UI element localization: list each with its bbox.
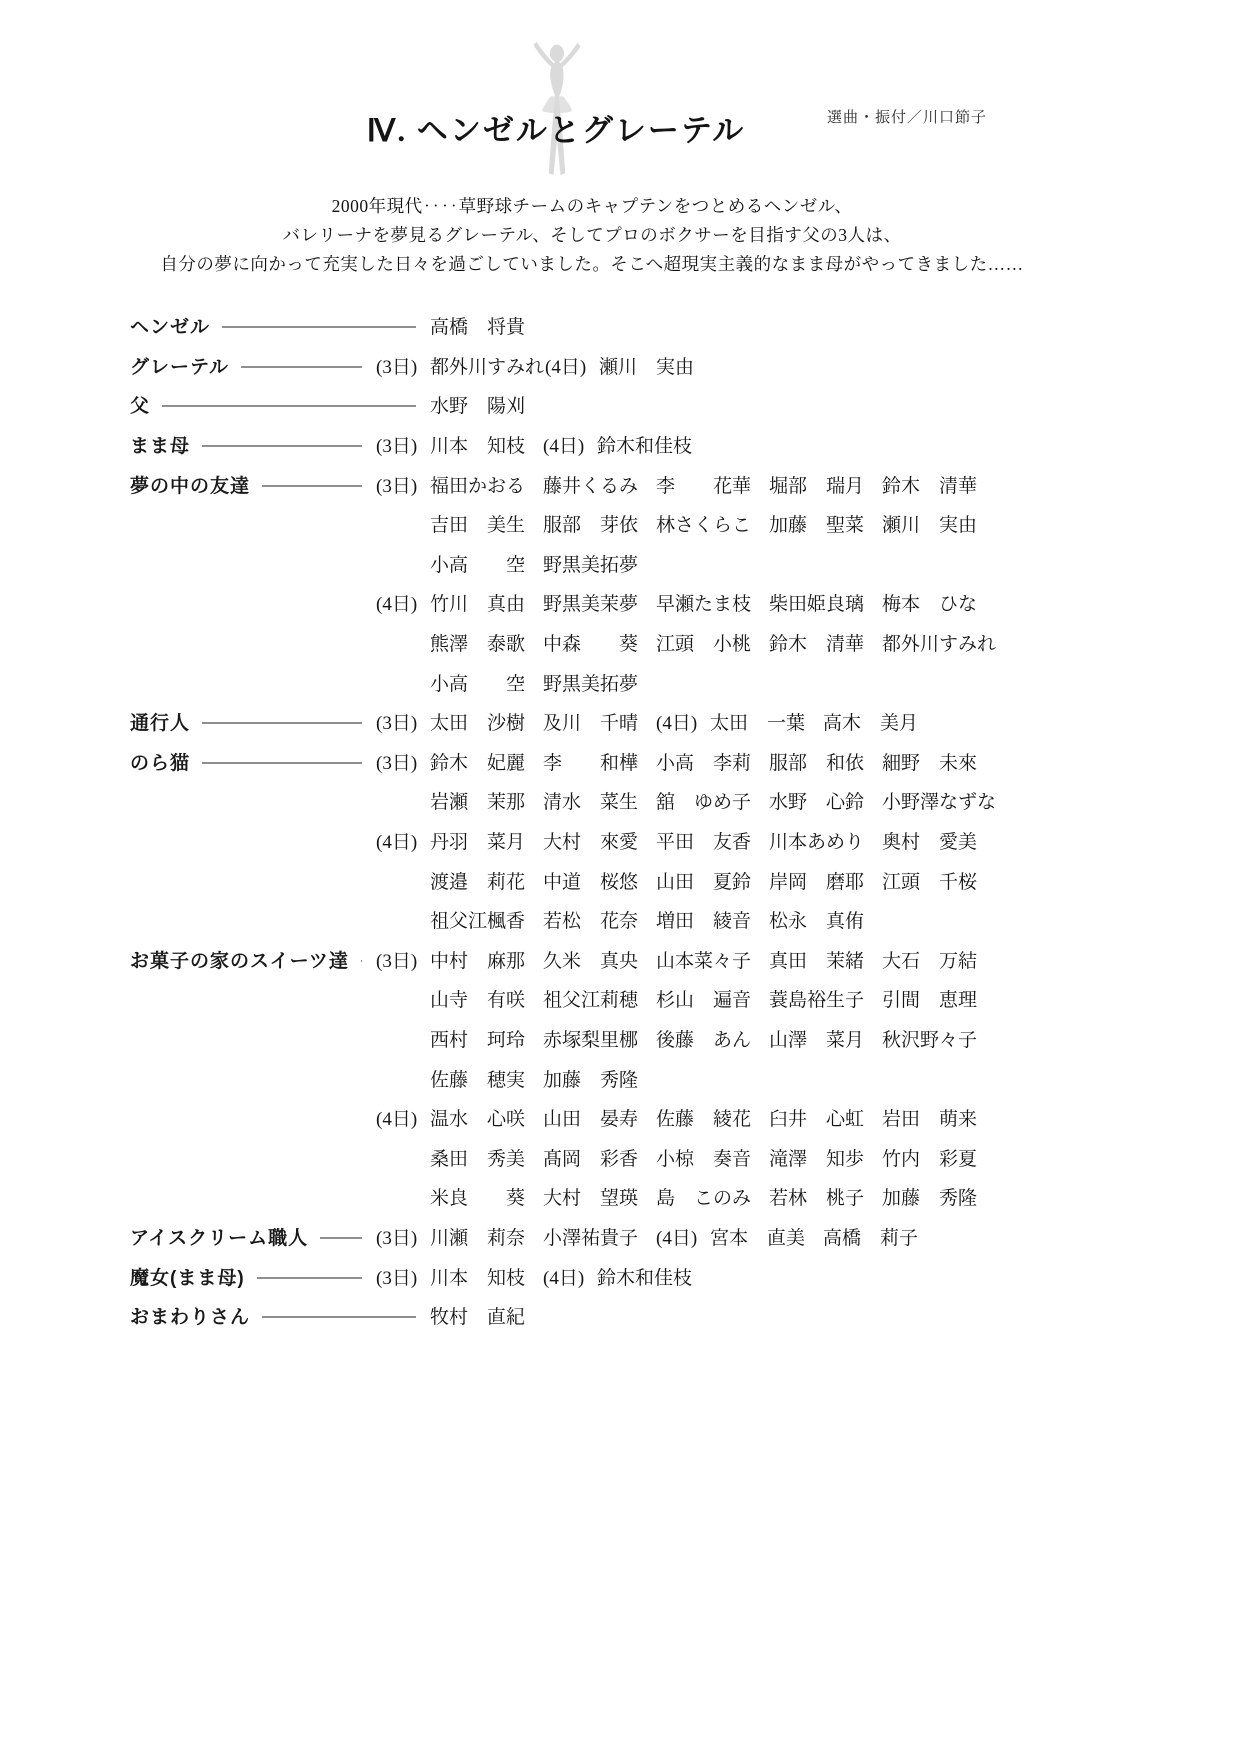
cast-line (130, 1217, 1226, 1257)
performer-name: 川本 知枝 (430, 1267, 526, 1289)
cast-line (130, 742, 1226, 782)
names-area (376, 431, 1226, 458)
names-area (376, 1223, 1226, 1250)
names-area (376, 787, 1226, 814)
cast-line (130, 1296, 1226, 1336)
performer-name: 水野 心鈴 (769, 792, 865, 814)
performer-name: 小高 李莉 (656, 752, 752, 774)
performer-name: 祖父江楓香 (430, 911, 526, 933)
performer-name: 野黒美拓夢 (543, 673, 639, 695)
performer-name: 柴田姫良璃 (769, 594, 865, 616)
role-label: グレーテル (130, 356, 230, 378)
performer-name: 小椋 奏音 (656, 1148, 752, 1170)
performer-name: 山澤 菜月 (769, 1029, 865, 1051)
cast-line (130, 860, 1226, 900)
day-marker: (3日) (376, 752, 418, 774)
names-area (376, 906, 1226, 933)
leader-line (257, 1277, 362, 1279)
names-area (376, 1144, 1226, 1171)
role-area (130, 352, 376, 379)
names-area (376, 985, 1226, 1012)
role-label: アイスクリーム職人 (130, 1227, 309, 1249)
names-area (376, 1183, 1226, 1210)
performer-name: 堀部 瑞月 (769, 475, 865, 497)
performer-name: 細野 未來 (882, 752, 978, 774)
leader-line (320, 1237, 362, 1239)
names-area (376, 550, 1226, 577)
day-marker: (4日) (376, 832, 418, 854)
performer-name: 大村 望瑛 (543, 1188, 639, 1210)
performer-name: 瀬川 実由 (882, 515, 978, 537)
names-area (376, 708, 1226, 735)
names-area (376, 1104, 1226, 1131)
cast-line (130, 1137, 1226, 1177)
leader-line (241, 366, 362, 368)
performer-name: 加藤 秀隆 (543, 1069, 639, 1091)
performer-name: 清水 菜生 (543, 792, 639, 814)
role-label: ヘンゼル (130, 317, 211, 339)
performer-name: 鈴木和佳枝 (597, 436, 693, 458)
role-area (130, 312, 376, 339)
performer-name: 後藤 あん (656, 1029, 752, 1051)
performer-name: 竹内 彩夏 (882, 1148, 978, 1170)
cast-line (130, 623, 1226, 663)
leader-line (262, 485, 362, 487)
role-label: 魔女(まま母) (130, 1267, 245, 1289)
leader-line (202, 762, 362, 764)
performer-name: 竹川 真由 (430, 594, 526, 616)
performer-name: 野黒美茉夢 (543, 594, 639, 616)
synopsis-line: バレリーナを夢見るグレーテル、そしてプロのボクサーを目指す父の3人は、 (282, 225, 902, 245)
performer-name: 林さくらこ (656, 515, 752, 537)
cast-line (130, 504, 1226, 544)
names-area (376, 1263, 1226, 1290)
performer-name: 小野澤なずな (882, 792, 997, 814)
performer-name: 杉山 遍音 (656, 990, 752, 1012)
performer-name: 山田 夏鈴 (656, 871, 752, 893)
role-label: おまわりさん (130, 1307, 251, 1329)
performer-name: 米良 葵 (430, 1188, 526, 1210)
performer-name: 増田 綾音 (656, 911, 752, 933)
day-marker: (4日) (543, 1267, 585, 1289)
names-area (376, 510, 1226, 537)
role-area (130, 708, 376, 735)
performer-name: 秋沢野々子 (882, 1029, 978, 1051)
performer-name: 福田かおる (430, 475, 526, 497)
performer-name: 蓑島裕生子 (769, 990, 865, 1012)
performer-name: 山寺 有咲 (430, 990, 526, 1012)
names-area (376, 827, 1226, 854)
cast-line (130, 1019, 1226, 1059)
role-area (130, 471, 376, 498)
performer-name: 藤井くるみ (543, 475, 639, 497)
leader-line (202, 722, 362, 724)
day-marker: (3日) (376, 950, 418, 972)
performer-name: 川瀬 莉奈 (430, 1227, 526, 1249)
cast-line (130, 306, 1226, 346)
performer-name: 野黒美拓夢 (543, 554, 639, 576)
day-marker: (4日) (545, 356, 587, 378)
performer-name: 山田 晏寿 (543, 1109, 639, 1131)
role-label: 通行人 (130, 713, 191, 735)
performer-name: 李 花華 (656, 475, 752, 497)
day-marker: (3日) (376, 356, 418, 378)
role-label: 夢の中の友達 (130, 475, 251, 497)
section-title: Ⅳ. ヘンゼルとグレーテル (366, 112, 746, 148)
cast-line (130, 662, 1226, 702)
performer-name: 温水 心咲 (430, 1109, 526, 1131)
performer-name: 瀬川 実由 (599, 356, 695, 378)
performer-name: 都外川すみれ (430, 356, 545, 378)
performer-name: 梅本 ひな (882, 594, 978, 616)
names-area (376, 312, 1226, 339)
day-marker: (4日) (656, 713, 698, 735)
performer-name: 太田 一葉 (710, 713, 806, 735)
names-area (376, 1025, 1226, 1052)
day-marker: (3日) (376, 436, 418, 458)
performer-name: 臼井 心虹 (769, 1109, 865, 1131)
role-area (130, 1223, 376, 1250)
role-area (130, 1302, 376, 1329)
day-marker: (3日) (376, 1227, 418, 1249)
names-area (376, 1065, 1226, 1092)
performer-name: 祖父江莉穂 (543, 990, 639, 1012)
performer-name: 宮本 直美 (710, 1227, 806, 1249)
performer-name: 早瀬たま枝 (656, 594, 752, 616)
cast-line (130, 385, 1226, 425)
performer-name: 川本あめり (769, 832, 865, 854)
performer-name: 真田 茉緒 (769, 950, 865, 972)
cast-line (130, 1098, 1226, 1138)
performer-name: 松永 真侑 (769, 911, 865, 933)
role-area (130, 1263, 376, 1290)
performer-name: 高橋 将貴 (430, 317, 526, 339)
performer-name: 高木 美月 (823, 713, 919, 735)
performer-name: 岩瀬 茉那 (430, 792, 526, 814)
names-area (376, 669, 1226, 696)
performer-name: 久米 真央 (543, 950, 639, 972)
performer-name: 中森 葵 (543, 634, 639, 656)
performer-name: 山本菜々子 (656, 950, 752, 972)
performer-name: 中村 麻那 (430, 950, 526, 972)
names-area (376, 629, 1226, 656)
performer-name: 平田 友香 (656, 832, 752, 854)
performer-name: 服部 芽依 (543, 515, 639, 537)
performer-name: 小澤祐貴子 (543, 1227, 639, 1249)
performer-name: 桑田 秀美 (430, 1148, 526, 1170)
names-area (376, 589, 1226, 616)
performer-name: 佐藤 穂実 (430, 1069, 526, 1091)
day-marker: (4日) (656, 1227, 698, 1249)
performer-name: 島 このみ (656, 1188, 752, 1210)
day-marker: (4日) (543, 436, 585, 458)
day-marker: (3日) (376, 475, 418, 497)
performer-name: 川本 知枝 (430, 436, 526, 458)
performer-name: 西村 珂玲 (430, 1029, 526, 1051)
names-area (376, 1302, 1226, 1329)
day-marker: (4日) (376, 594, 418, 616)
synopsis-line: 自分の夢に向かって充実した日々を過ごしていました。そこへ超現実主義的なまま母がやってきました…… (160, 254, 1024, 274)
performer-name: 吉田 美生 (430, 515, 526, 537)
cast-line (130, 1256, 1226, 1296)
performer-name: 若松 花奈 (543, 911, 639, 933)
day-marker: (4日) (376, 1109, 418, 1131)
performer-name: 牧村 直紀 (430, 1307, 526, 1329)
performer-name: 佐藤 綾花 (656, 1109, 752, 1131)
performer-name: 水野 陽刈 (430, 396, 526, 418)
cast-line (130, 425, 1226, 465)
role-area (130, 946, 376, 973)
names-area (376, 867, 1226, 894)
performer-name: 渡邉 莉花 (430, 871, 526, 893)
performer-name: 江頭 小桃 (656, 634, 752, 656)
role-area (130, 748, 376, 775)
day-marker: (3日) (376, 713, 418, 735)
performer-name: 加藤 聖菜 (769, 515, 865, 537)
performer-name: 加藤 秀隆 (882, 1188, 978, 1210)
cast-line (130, 464, 1226, 504)
performer-name: 引間 恵理 (882, 990, 978, 1012)
role-label: お菓子の家のスイーツ達 (130, 950, 349, 972)
performer-name: 高橋 莉子 (823, 1227, 919, 1249)
cast-line (130, 583, 1226, 623)
performer-name: 小高 空 (430, 554, 526, 576)
names-area (376, 471, 1226, 498)
cast-line (130, 544, 1226, 584)
synopsis-line: 2000年現代‥‥草野球チームのキャプテンをつとめるヘンゼル、 (331, 196, 853, 216)
synopsis (0, 192, 1212, 279)
performer-name: 髙岡 彩香 (543, 1148, 639, 1170)
cast-line (130, 979, 1226, 1019)
performer-name: 赤塚梨里梛 (543, 1029, 639, 1051)
cast-line (130, 346, 1226, 386)
role-label: のら猫 (130, 752, 191, 774)
performer-name: 服部 和依 (769, 752, 865, 774)
performer-name: 丹羽 菜月 (430, 832, 526, 854)
performer-name: 若林 桃子 (769, 1188, 865, 1210)
role-area (130, 391, 376, 418)
cast-line (130, 821, 1226, 861)
role-area (130, 431, 376, 458)
performer-name: 江頭 千桜 (882, 871, 978, 893)
cast-line (130, 702, 1226, 742)
performer-name: 大石 万結 (882, 950, 978, 972)
performer-name: 李 和樺 (543, 752, 639, 774)
performer-name: 及川 千晴 (543, 713, 639, 735)
cast-line (130, 940, 1226, 980)
cast-list (130, 306, 1226, 1335)
performer-name: 熊澤 泰歌 (430, 634, 526, 656)
names-area (376, 391, 1226, 418)
names-area (376, 748, 1226, 775)
performer-name: 鈴木 清華 (882, 475, 978, 497)
performer-name: 岩田 萌来 (882, 1109, 978, 1131)
performer-name: 滝澤 知歩 (769, 1148, 865, 1170)
performer-name: 中道 桜悠 (543, 871, 639, 893)
cast-line (130, 781, 1226, 821)
cast-line (130, 1058, 1226, 1098)
role-label: 父 (130, 396, 151, 418)
performer-name: 鈴木 妃麗 (430, 752, 526, 774)
performer-name: 舘 ゆめ子 (656, 792, 752, 814)
leader-line (202, 445, 362, 447)
performer-name: 鈴木和佳枝 (597, 1267, 693, 1289)
performer-name: 太田 沙樹 (430, 713, 526, 735)
performer-name: 鈴木 清華 (769, 634, 865, 656)
performer-name: 都外川すみれ (882, 634, 997, 656)
performer-name: 小高 空 (430, 673, 526, 695)
leader-line (361, 960, 362, 962)
performer-name: 岸岡 磨耶 (769, 871, 865, 893)
names-area (376, 352, 1226, 379)
choreography-credit: 選曲・振付／川口節子 (826, 110, 987, 126)
cast-line (130, 900, 1226, 940)
performer-name: 大村 來愛 (543, 832, 639, 854)
performer-name: 奥村 愛美 (882, 832, 978, 854)
names-area (376, 946, 1226, 973)
cast-line (130, 1177, 1226, 1217)
day-marker: (3日) (376, 1267, 418, 1289)
role-label: まま母 (130, 436, 191, 458)
